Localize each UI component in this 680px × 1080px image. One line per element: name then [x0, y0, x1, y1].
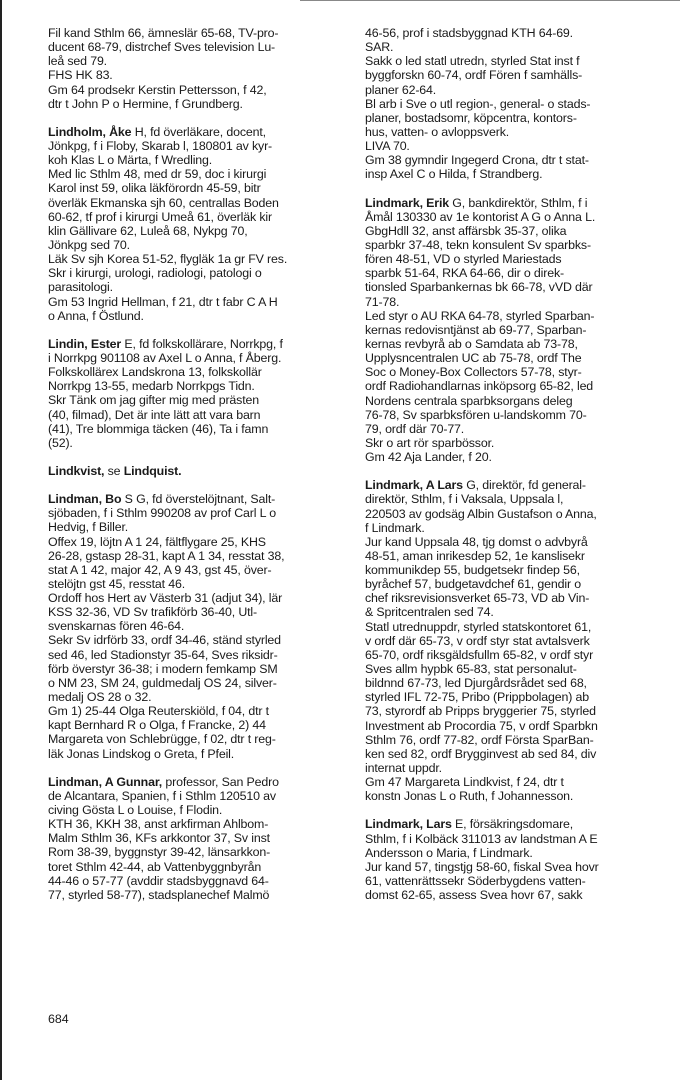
entry-text: byggforskn 60-74, ordf Fören f samhälls-: [365, 68, 583, 83]
text-line: [365, 97, 665, 111]
entry-text: konstn Jonas L o Ruth, f Johannesson.: [365, 789, 574, 804]
text-line: [48, 181, 343, 195]
text-line: [48, 365, 343, 379]
entry-text: 220503 av godsäg Albin Gustafson o Anna,: [365, 506, 597, 521]
text-line: [365, 450, 665, 464]
text-line: [48, 549, 343, 563]
text-line: [48, 605, 343, 619]
biography-entry: [48, 337, 343, 450]
biography-entry: [365, 817, 665, 902]
text-line: [48, 238, 343, 252]
text-line: [48, 125, 343, 139]
entry-text: sjöbaden, f i Sthlm 990208 av prof Carl L o: [48, 506, 276, 521]
entry-text: Upplysncentralen UC ab 75-78, ordf The: [365, 351, 582, 366]
text-line: [48, 506, 343, 520]
entry-text: Jönkpg sed 70.: [48, 237, 130, 252]
text-line: [48, 97, 343, 111]
entry-text: Bl arb i Sve o utl region-, general- o stads-: [365, 96, 591, 111]
entry-text: GbgHdll 32, anst affärsbk 35-37, olika: [365, 223, 567, 238]
entry-text: Hedvig, f Biller.: [48, 520, 129, 535]
entry-text: parasitologi.: [48, 280, 113, 295]
text-line: [365, 648, 665, 662]
text-line: [48, 831, 343, 845]
text-line: [365, 224, 665, 238]
text-line: [48, 591, 343, 605]
text-line: [365, 775, 665, 789]
entry-text: chef riksrevisionsverket 65-73, VD ab Vin-: [365, 591, 590, 606]
entry-text: internat uppdr.: [365, 761, 442, 776]
text-line: [48, 26, 343, 40]
biography-entry: [48, 775, 343, 902]
text-line: [365, 125, 665, 139]
entry-text: i Norrkpg 901108 av Axel L o Anna, f Åberg.: [48, 350, 282, 365]
text-line: [48, 690, 343, 704]
entry-text: dtr t John P o Hermine, f Grundberg.: [48, 96, 243, 111]
entry-name: Lindin, Ester: [48, 336, 122, 351]
right-column: [365, 26, 665, 916]
text-line: [365, 860, 665, 874]
text-line: [365, 676, 665, 690]
entry-text: LIVA 70.: [365, 139, 410, 154]
entry-text: 73, styrordf ab Pripps bryggerier 75, styrled: [365, 704, 596, 719]
text-line: [365, 365, 665, 379]
text-line: [365, 761, 665, 775]
entry-text: kernas revbyrå ab o Samdata ab 73-78,: [365, 336, 578, 351]
text-line: [365, 153, 665, 167]
entry-text: Nordens centrala sparbksorgans deleg: [365, 393, 573, 408]
text-line: [48, 732, 343, 746]
text-line: [48, 803, 343, 817]
text-line: [48, 68, 343, 82]
entry-text: Sthlm 76, ordf 77-82, ordf Första SparBan-: [365, 732, 594, 747]
biography-entry: [48, 464, 343, 478]
entry-text: 61, vattenrättssekr Söderbygdens vatten-: [365, 874, 586, 889]
entry-text: Statl utrednuppdr, styrled statskontoret 61,: [365, 619, 592, 634]
entry-text: Läk Sv sjh Korea 51-52, flygläk 1a gr FV res.: [48, 252, 288, 267]
entry-text: KSS 32-36, VD Sv trafikförb 36-40, Utl-: [48, 605, 258, 620]
top-rule: [300, 0, 680, 1]
text-line: [48, 167, 343, 181]
entry-text: Led styr o AU RKA 64-78, styrled Sparban-: [365, 308, 595, 323]
text-line: [365, 634, 665, 648]
entry-text: kapt Bernhard R o Olga, f Francke, 2) 44: [48, 718, 266, 733]
entry-text: Soc o Money-Box Collectors 57-78, styr-: [365, 365, 582, 380]
entry-text: leå sed 79.: [48, 54, 107, 69]
text-line: [365, 591, 665, 605]
text-line: [365, 888, 665, 902]
entry-text: f Lindmark.: [365, 520, 425, 535]
text-line: [365, 817, 665, 831]
text-line: [48, 817, 343, 831]
entry-name: Lindman, A Gunnar,: [48, 774, 163, 789]
entry-text: 44-46 o 57-77 (avddir stadsbyggnavd 64-: [48, 873, 269, 888]
text-line: [365, 337, 665, 351]
text-line: [365, 874, 665, 888]
page-number: 684: [48, 1012, 69, 1026]
entry-text: 77, styrled 58-77), stadsplanechef Malmö: [48, 887, 270, 902]
entry-text: kommunikdep 55, budgetsekr findep 56,: [365, 563, 580, 578]
entry-text: insp Axel C o Hilda, f Strandberg.: [365, 167, 543, 182]
entry-text: (40, filmad), Det är inte lätt att vara barn: [48, 407, 261, 422]
text-line: [365, 719, 665, 733]
entry-text: Rom 38-39, byggnstyr 39-42, länsarkkon-: [48, 845, 271, 860]
entry-text: (52).: [48, 435, 73, 450]
text-line: [365, 295, 665, 309]
entry-text: Andersson o Maria, f Lindmark.: [365, 845, 533, 860]
entry-name: Lindman, Bo: [48, 492, 122, 507]
entry-text: 60-62, tf prof i kirurgi Umeå 61, överläk kir: [48, 209, 272, 224]
entry-text: Gm 53 Ingrid Hellman, f 21, dtr t fabr C A H: [48, 294, 278, 309]
text-line: [365, 422, 665, 436]
text-line: [365, 507, 665, 521]
text-line: [48, 83, 343, 97]
entry-text: Skr o art rör sparbössor.: [365, 435, 495, 450]
text-line: [365, 690, 665, 704]
text-line: [365, 111, 665, 125]
entry-text: v ordf där 65-73, v ordf styr stat avtalsverk: [365, 633, 590, 648]
entry-text: de Alcantara, Spanien, f i Sthlm 120510 av: [48, 788, 276, 803]
entry-text: Folkskollärex Landskrona 13, folkskollär: [48, 365, 262, 380]
entry-text: SAR.: [365, 40, 394, 55]
entry-text: medalj OS 28 o 32.: [48, 690, 152, 705]
text-line: [48, 266, 343, 280]
entry-text: H, fd överläkare, docent,: [131, 124, 266, 139]
text-line: [48, 210, 343, 224]
entry-text: ordf Radiohandlarnas inköpsorg 65-82, led: [365, 379, 594, 394]
entry-name: Lindkvist,: [48, 463, 105, 478]
entry-text: professor, San Pedro: [162, 774, 279, 789]
text-line: [48, 577, 343, 591]
entry-text: Fil kand Sthlm 66, ämneslär 65-68, TV-pro-: [48, 26, 279, 40]
text-line: [48, 648, 343, 662]
text-line: [365, 733, 665, 747]
entry-text: Gm 42 Aja Lander, f 20.: [365, 450, 492, 465]
entry-text: Offex 19, löjtn A 1 24, fältflygare 25, KHS: [48, 534, 266, 549]
entry-text: svenskarnas fören 46-64.: [48, 619, 185, 634]
entry-text: Gm 1) 25-44 Olga Reuterskiöld, f 04, dtr t: [48, 704, 269, 719]
entry-text: domst 62-65, assess Svea hovr 67, sakk: [365, 888, 583, 903]
left-column: [48, 26, 343, 916]
text-line: [365, 351, 665, 365]
entry-text: överläk Ekmanska sjh 60, centrallas Boden: [48, 195, 279, 210]
text-line: [48, 492, 343, 506]
text-line: [365, 620, 665, 634]
text-line: [365, 492, 665, 506]
text-line: [48, 252, 343, 266]
text-line: [365, 747, 665, 761]
text-line: [365, 436, 665, 450]
biography-entry: [365, 26, 665, 182]
entry-text: bildnnd 67-73, led Djurgårdsrådet sed 68,: [365, 676, 587, 691]
text-line: [365, 549, 665, 563]
biography-entry: [365, 196, 665, 465]
text-line: [48, 379, 343, 393]
text-line: [365, 139, 665, 153]
text-line: [48, 676, 343, 690]
text-line: [365, 266, 665, 280]
entry-text: planer, bostadsomr, köpcentra, kontors-: [365, 110, 577, 125]
entry-text: toret Sthlm 42-44, ab Vattenbyggnbyrån: [48, 859, 262, 874]
entry-text: Malm Sthlm 36, KFs arkkontor 37, Sv inst: [48, 831, 270, 846]
entry-text: Jönkpg, f i Floby, Skarab l, 180801 av kyr-: [48, 138, 273, 153]
text-line: [48, 295, 343, 309]
entry-text: 79, ordf där 70-77.: [365, 421, 465, 436]
text-line: [48, 40, 343, 54]
entry-text: Jur kand Uppsala 48, tjg domst o advbyrå: [365, 534, 588, 549]
text-line: [365, 167, 665, 181]
text-line: [48, 563, 343, 577]
text-line: [48, 747, 343, 761]
text-line: [48, 789, 343, 803]
text-line: [365, 83, 665, 97]
text-line: [365, 323, 665, 337]
text-line: [365, 535, 665, 549]
text-line: [48, 337, 343, 351]
entry-text: sparbk 51-64, RKA 64-66, dir o direk-: [365, 266, 564, 281]
text-line: [365, 789, 665, 803]
entry-text: Gm 47 Margareta Lindkvist, f 24, dtr t: [365, 775, 564, 790]
entry-text: (41), Tre blommiga täcken (46), Ta i famn: [48, 421, 269, 436]
entry-text: KTH 36, KKH 38, anst arkfirman Ahlbom-: [48, 817, 269, 832]
entry-name: Lindmark, Lars: [365, 817, 452, 832]
text-line: [48, 520, 343, 534]
text-line: [365, 563, 665, 577]
entry-name: Lindmark, A Lars: [365, 478, 463, 493]
entry-text: direktör, Sthlm, f i Vaksala, Uppsala l,: [365, 492, 564, 507]
text-line: [48, 775, 343, 789]
entry-text: Jur kand 57, tingstjg 58-60, fiskal Svea hovr: [365, 859, 599, 874]
text-line: [48, 139, 343, 153]
text-line: [48, 874, 343, 888]
entry-name: Lindmark, Erik: [365, 195, 449, 210]
entry-text: läk Jonas Lindskog o Greta, f Pfeil.: [48, 746, 235, 761]
entry-text: 26-28, gstasp 28-31, kapt A 1 34, resstat 38,: [48, 548, 285, 563]
entry-text: G, direktör, fd general-: [462, 478, 586, 493]
entry-text: S G, fd överstelöjtnant, Salt-: [121, 492, 276, 507]
entry-text: sparbkr 37-48, tekn konsulent Sv sparbks-: [365, 237, 591, 252]
text-line: [365, 210, 665, 224]
entry-text: E, fd folkskollärare, Norrkpg, f: [121, 336, 283, 351]
entry-text: Sekr Sv idrförb 33, ordf 34-46, ständ styrled: [48, 633, 281, 648]
entry-text: o NM 23, SM 24, guldmedalj OS 24, silver-: [48, 675, 277, 690]
text-line: [48, 393, 343, 407]
text-line: [365, 280, 665, 294]
text-line: [48, 535, 343, 549]
text-line: [48, 860, 343, 874]
entry-text: 65-70, ordf riksgäldsfullm 65-82, v ordf styr: [365, 647, 594, 662]
text-line: [365, 54, 665, 68]
entry-text: Sakk o led statl utredn, styrled Stat inst f: [365, 54, 580, 69]
text-line: [365, 605, 665, 619]
text-line: [365, 40, 665, 54]
text-line: [48, 464, 343, 478]
text-line: [365, 196, 665, 210]
biography-entry: [48, 26, 343, 111]
text-line: [365, 478, 665, 492]
entry-text: Gm 64 prodsekr Kerstin Pettersson, f 42,: [48, 82, 267, 97]
entry-text: E, försäkringsdomare,: [451, 817, 574, 832]
text-line: [365, 309, 665, 323]
text-line: [365, 704, 665, 718]
entry-text: se: [104, 463, 124, 478]
text-line: [48, 436, 343, 450]
entry-name: Lindquist.: [123, 463, 182, 478]
entry-text: Sves allm hypbk 65-83, stat personalut-: [365, 662, 577, 677]
entry-text: sed 46, led Stadionstyr 35-64, Sves riksidr-: [48, 647, 278, 662]
entry-text: o Anna, f Östlund.: [48, 308, 144, 323]
entry-text: styrled IFL 72-75, Pribo (Prippbolagen) ab: [365, 690, 589, 705]
binding-edge: [0, 0, 2, 1080]
text-line: [365, 521, 665, 535]
entry-text: Med lic Sthlm 48, med dr 59, doc i kirurgi: [48, 167, 267, 182]
entry-text: Åmål 130330 av 1e kontorist A G o Anna L.: [365, 209, 596, 224]
text-line: [48, 54, 343, 68]
entry-text: Skr Tänk om jag gifter mig med prästen: [48, 393, 259, 408]
entry-text: ducent 68-79, distrchef Sves television Lu-: [48, 40, 276, 55]
entry-text: FHS HK 83.: [48, 68, 113, 83]
entry-text: hus, vatten- o avloppsverk.: [365, 124, 510, 139]
biography-entry: [365, 478, 665, 803]
entry-text: Margareta von Schlebrügge, f 02, dtr t reg-: [48, 732, 276, 747]
text-line: [365, 238, 665, 252]
text-line: [48, 888, 343, 902]
entry-text: förb överstyr 36-38; i modern femkamp SM: [48, 661, 278, 676]
text-line: [365, 846, 665, 860]
entry-text: klin Gällivare 62, Luleå 68, Nykpg 70,: [48, 223, 248, 238]
entry-text: 71-78.: [365, 294, 400, 309]
entry-text: kernas redovisntjänst ab 69-77, Sparban-: [365, 322, 587, 337]
entry-text: civing Gösta L o Louise, f Flodin.: [48, 803, 223, 818]
entry-text: ken sed 82, ordf Brygginvest ab sed 84, div: [365, 746, 597, 761]
text-line: [365, 662, 665, 676]
text-line: [48, 153, 343, 167]
entry-text: G, bankdirektör, Sthlm, f i: [448, 195, 588, 210]
entry-text: & Spritcentralen sed 74.: [365, 605, 494, 620]
text-line: [48, 196, 343, 210]
text-line: [365, 832, 665, 846]
text-line: [365, 408, 665, 422]
text-line: [48, 408, 343, 422]
entry-text: koh Klas L o Märta, f Wredling.: [48, 153, 213, 168]
entry-text: Sthlm, f i Kolbäck 311013 av landstman A E: [365, 831, 598, 846]
text-line: [365, 252, 665, 266]
entry-text: byråchef 57, budgetavdchef 61, gendir o: [365, 577, 581, 592]
text-line: [48, 422, 343, 436]
entry-text: 48-51, aman inrikesdep 52, 1e kanslisekr: [365, 548, 585, 563]
text-line: [48, 633, 343, 647]
entry-text: Investment ab Procordia 75, v ordf Sparbkn: [365, 718, 598, 733]
text-line: [48, 309, 343, 323]
entry-text: tionsled Sparbankernas bk 66-78, vVD där: [365, 280, 593, 295]
entry-text: Gm 38 gymndir Ingegerd Crona, dtr t stat-: [365, 153, 589, 168]
text-line: [48, 619, 343, 633]
text-line: [48, 280, 343, 294]
text-line: [48, 224, 343, 238]
text-line: [48, 662, 343, 676]
text-line: [48, 704, 343, 718]
text-line: [365, 68, 665, 82]
entry-text: Karol inst 59, olika läkförordn 45-59, bitr: [48, 181, 261, 196]
text-line: [365, 577, 665, 591]
text-line: [48, 351, 343, 365]
entry-text: fören 48-51, VD o styrled Mariestads: [365, 252, 562, 267]
entry-text: Norrkpg 13-55, medarb Norrkpgs Tidn.: [48, 379, 255, 394]
text-line: [48, 845, 343, 859]
entry-text: planer 62-64.: [365, 82, 437, 97]
entry-text: stelöjtn gst 45, resstat 46.: [48, 576, 185, 591]
entry-text: stat A 1 42, major 42, A 9 43, gst 45, över-: [48, 562, 272, 577]
text-line: [365, 379, 665, 393]
entry-text: 46-56, prof i stadsbyggnad KTH 64-69.: [365, 26, 573, 40]
entry-text: 76-78, Sv sparbksfören u-landskomm 70-: [365, 407, 587, 422]
entry-name: Lindholm, Åke: [48, 124, 132, 139]
biography-entry: [48, 125, 343, 323]
text-line: [48, 718, 343, 732]
entry-text: Skr i kirurgi, urologi, radiologi, patologi o: [48, 266, 262, 281]
biography-entry: [48, 492, 343, 761]
text-line: [365, 394, 665, 408]
text-line: [365, 26, 665, 40]
entry-text: Ordoff hos Hert av Västerb 31 (adjut 34), lär: [48, 591, 283, 606]
